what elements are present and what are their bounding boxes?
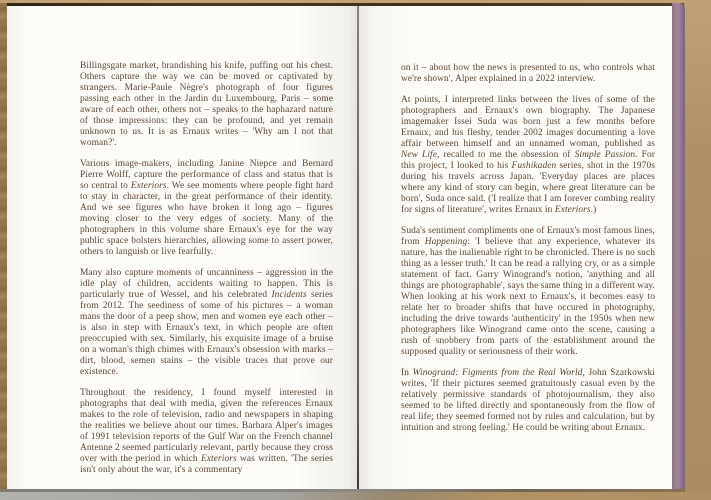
body-text: In xyxy=(401,368,413,378)
body-text: series from 2012. The seediness of some of his pictures – a woman mans the door of a peep show, men and women eye each other – is also in step with Ernaux's text, in which people are often preoccupied with sex. Similarly, his exquisite image of a bruise on a woman's thigh chimes with Ernaux's obsession with marks – dirt, blood, semen stains – the visible traces that prove our existence. xyxy=(80,290,333,377)
body-text: on it – about how the news is presented to us, who controls what we're shown', Alper explained in a 2022 interview. xyxy=(401,63,655,84)
body-text: .) xyxy=(590,205,597,215)
left-page-text xyxy=(80,61,333,486)
italic-title-text: Fushikaden xyxy=(511,161,557,171)
body-text: was written. 'The series isn't only about the war, it's a commentary xyxy=(80,454,333,475)
paragraph xyxy=(80,159,333,258)
italic-title-text: New Life xyxy=(401,150,438,160)
body-text: , recalled to me the obsession of xyxy=(437,150,575,160)
body-text: series, shot in the 1970s during his travels across Japan. 'Everyday places are places where any kind of story can begin, where great literature can be born', Suda once said. ('I realize that I am forever combing reality for signs of literature', writes Ernaux in xyxy=(401,161,655,215)
body-text: At points, I interpreted links between the lives of some of the photographers and Ernaux's own biography. The Japanese imagemaker Issei Suda was born just a few months before Ernaux, and his fleshy, tender 2002 images documenting a love affair between himself and an unnamed woman, published as xyxy=(401,95,655,149)
paragraph xyxy=(80,268,333,378)
book-cover-bottom-edge xyxy=(0,492,711,500)
paragraph xyxy=(80,61,333,149)
italic-title-text: Exteriors xyxy=(200,454,237,464)
page-block-fore-edge xyxy=(672,3,685,493)
body-text: : 'I believe that any experience, whatever its nature, has the inalienable right to be chronicled. There is no such thing as a lesser truth.' It can be read a rallying cry, or as a simple statement of fact. Garry Winogrand's notion, 'anything and all things are photographable', says the same thing in a different way. When looking at his work next to Ernaux's, it becomes easy to relate her to broader shifts that have occured in photography, including the drive towards 'authenticity' in the 1950s when new photographers like Winogrand came onto the scene, causing a rush of snobbery from parts of the establishment around the supposed quality or seriousness of their work. xyxy=(401,237,655,357)
body-text: Many also capture moments of uncanniness – aggression in the idle play of children, accidents waiting to happen. This is particularly true of Wessel, and his celebrated xyxy=(80,268,333,300)
book-cover-right-edge xyxy=(684,0,711,500)
body-text: Suda's sentiment compliments one of Ernaux's most famous lines, from xyxy=(401,226,655,247)
body-text: Various image-makers, including Janine Niepce and Bernard Pierre Wolff, capture the performance of class and status that is so central to xyxy=(80,159,333,191)
body-text: . For this project, I looked to his xyxy=(401,150,655,171)
italic-title-text: Exteriors xyxy=(130,181,167,191)
body-text: , John Szarkowski writes, 'If their pictures seemed gratuitously casual even by the relatively permissive standards of photojournalism, they also seemed to be lifted directly and spontaneously from the flow of real life; they seemed formed not by rules and calculation, but by intuition and strong feeling.' He could be writing about Ernaux. xyxy=(401,368,655,433)
italic-title-text: Happening xyxy=(424,237,468,247)
book-cover-left-edge xyxy=(0,3,7,494)
body-text: Throughout the residency, I found myself interested in photographs that deal with media, given the references Ernaux makes to the role of television, radio and newspapers in shaping the realities we believe about our times. Barbara Alper's images of 1991 television reports of the Gulf War on the French channel Antenne 2 seemed particularly relevant, partly because they cross over with the period in which xyxy=(80,388,333,464)
book-spine-gutter xyxy=(357,6,359,489)
paragraph xyxy=(401,95,655,216)
italic-title-text: Winogrand: Figments from the Real World xyxy=(412,368,583,378)
paragraph xyxy=(401,63,655,85)
italic-title-text: Simple Passion xyxy=(574,150,636,160)
paragraph xyxy=(401,368,655,434)
italic-title-text: Incidents xyxy=(271,290,307,300)
paragraph xyxy=(401,226,655,358)
body-text: Billingsgate market, brandishing his knife, puffing out his chest. Others capture the way we can be moved or captivated by strangers. Marie-Paule Nègre's photograph of four figures passing each other in the Jardin du Luxembourg, Paris – some aware of each other, others not – speaks to the haphazard nature of those impressions: they can be profound, and yet remain unknown to us. It is as Ernaux writes – 'Why am I not that woman?'. xyxy=(80,61,333,148)
right-page-text xyxy=(401,63,655,444)
paragraph xyxy=(80,388,333,476)
italic-title-text: Exteriors xyxy=(554,205,591,215)
body-text: . We see moments where people fight hard to stay in character, in the great performance of their identity. And we see figures who have broken it long ago – figures moving closer to the very edges of society. Many of the photographers in this volume share Ernaux's eye for the way public space bolsters hierarchies, allowing some to assert power, others to languish or live fearfully. xyxy=(80,181,334,257)
